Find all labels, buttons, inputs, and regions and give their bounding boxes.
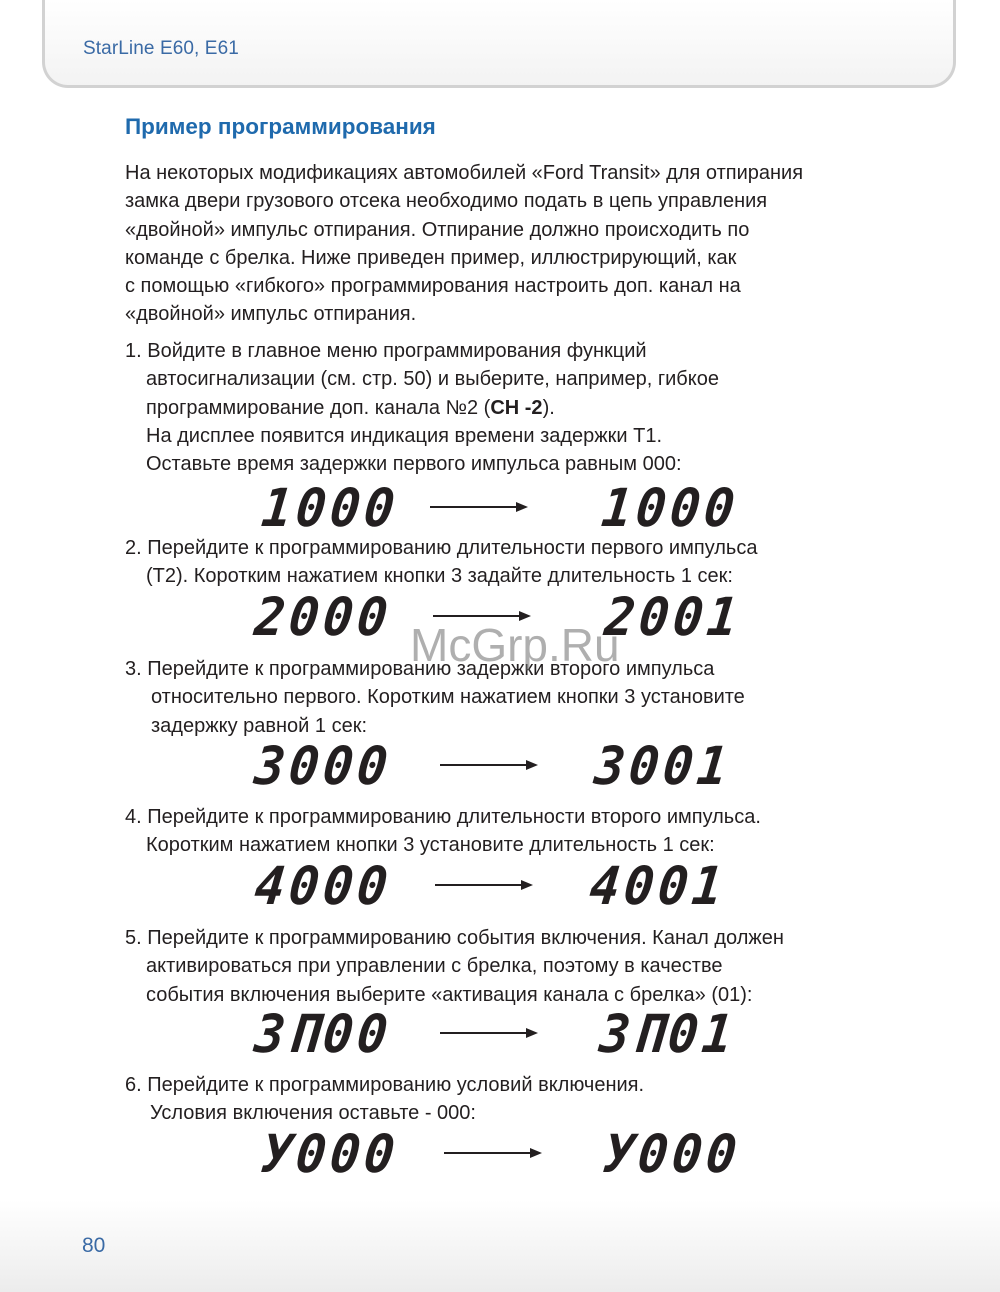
- intro-line: «двойной» импульс отпирания.: [125, 303, 417, 326]
- display-transition-3: [251, 735, 735, 797]
- display-transition-1: [258, 477, 742, 539]
- display-transition-5: [251, 1003, 740, 1065]
- arrow-icon: [440, 760, 538, 770]
- lcd-display-after: У000: [600, 1123, 744, 1185]
- lcd-display-before: 3П00: [251, 1003, 395, 1065]
- step-5: [125, 924, 905, 1009]
- step-line: 2. Перейдите к программированию длительности первого импульса: [125, 537, 758, 559]
- lcd-display-before: 2000: [251, 586, 395, 648]
- step-6: [125, 1071, 905, 1128]
- step-line: Условия включения оставьте - 000:: [150, 1102, 476, 1125]
- step-line: (Т2). Коротким нажатием кнопки 3 задайте длительность 1 сек:: [146, 565, 733, 588]
- arrow-icon: [440, 1028, 538, 1038]
- step-4: [125, 803, 905, 860]
- step-line: 1. Войдите в главное меню программирования функций: [125, 340, 647, 362]
- lcd-display-before: У000: [258, 1123, 402, 1185]
- lcd-display-before: 1000: [258, 477, 402, 539]
- arrow-icon: [444, 1148, 542, 1158]
- page-number: 80: [82, 1234, 106, 1257]
- step-line: события включения выберите «активация канала с брелка» (01):: [146, 983, 753, 1006]
- step-2: [125, 534, 905, 591]
- running-header: StarLine E60, E61: [83, 38, 239, 59]
- step-line: относительно первого. Коротким нажатием кнопки 3 установите: [151, 686, 745, 709]
- display-transition-4: [251, 855, 730, 917]
- intro-line: «двойной» импульс отпирания. Отпирание должно происходить по: [125, 218, 750, 241]
- lcd-display-after: 3П01: [596, 1003, 740, 1065]
- step-1: [125, 337, 905, 478]
- step-line: 6. Перейдите к программированию условий включения.: [125, 1074, 645, 1096]
- intro-line: с помощью «гибкого» программирования настроить доп. канал на: [125, 275, 741, 298]
- arrow-icon: [435, 880, 533, 890]
- lcd-display-before: 3000: [251, 735, 395, 797]
- step-line: Коротким нажатием кнопки 3 установите длительность 1 сек:: [146, 834, 715, 857]
- step-line: задержку равной 1 сек:: [151, 714, 367, 737]
- intro-line: На некоторых модификациях автомобилей «Ford Transit» для отпирания: [125, 162, 804, 184]
- step-line: активироваться при управлении с брелка, поэтому в качестве: [146, 955, 723, 978]
- arrow-icon: [430, 502, 528, 512]
- lcd-display-after: 1000: [598, 477, 742, 539]
- step-line: Оставьте время задержки первого импульса равным 000:: [146, 453, 682, 476]
- footer-band: [0, 1200, 1000, 1292]
- step-line: программирование доп. канала №2 (CH -2).: [146, 396, 555, 419]
- display-transition-6: [258, 1123, 744, 1185]
- watermark: McGrp.Ru: [410, 619, 620, 671]
- step-line: 3. Перейдите к программированию задержки второго импульса: [125, 658, 715, 680]
- lcd-display-before: 4000: [251, 855, 395, 917]
- channel-code: CH -2: [490, 396, 543, 419]
- intro-line: замка двери грузового отсека необходимо подать в цепь управления: [125, 190, 768, 213]
- lcd-display-after: 3001: [591, 735, 735, 797]
- intro-paragraph: [125, 159, 905, 329]
- lcd-display-after: 2001: [601, 586, 745, 648]
- step-line: На дисплее появится индикация времени задержки Т1.: [146, 424, 663, 447]
- section-title: Пример программирования: [125, 114, 436, 139]
- lcd-display-after: 4001: [586, 855, 730, 917]
- intro-line: команде с брелка. Ниже приведен пример, иллюстрирующий, как: [125, 246, 737, 269]
- step-line: 5. Перейдите к программированию события включения. Канал должен: [125, 927, 784, 949]
- step-line: автосигнализации (см. стр. 50) и выберите, например, гибкое: [146, 368, 719, 391]
- step-line: 4. Перейдите к программированию длительности второго импульса.: [125, 806, 761, 828]
